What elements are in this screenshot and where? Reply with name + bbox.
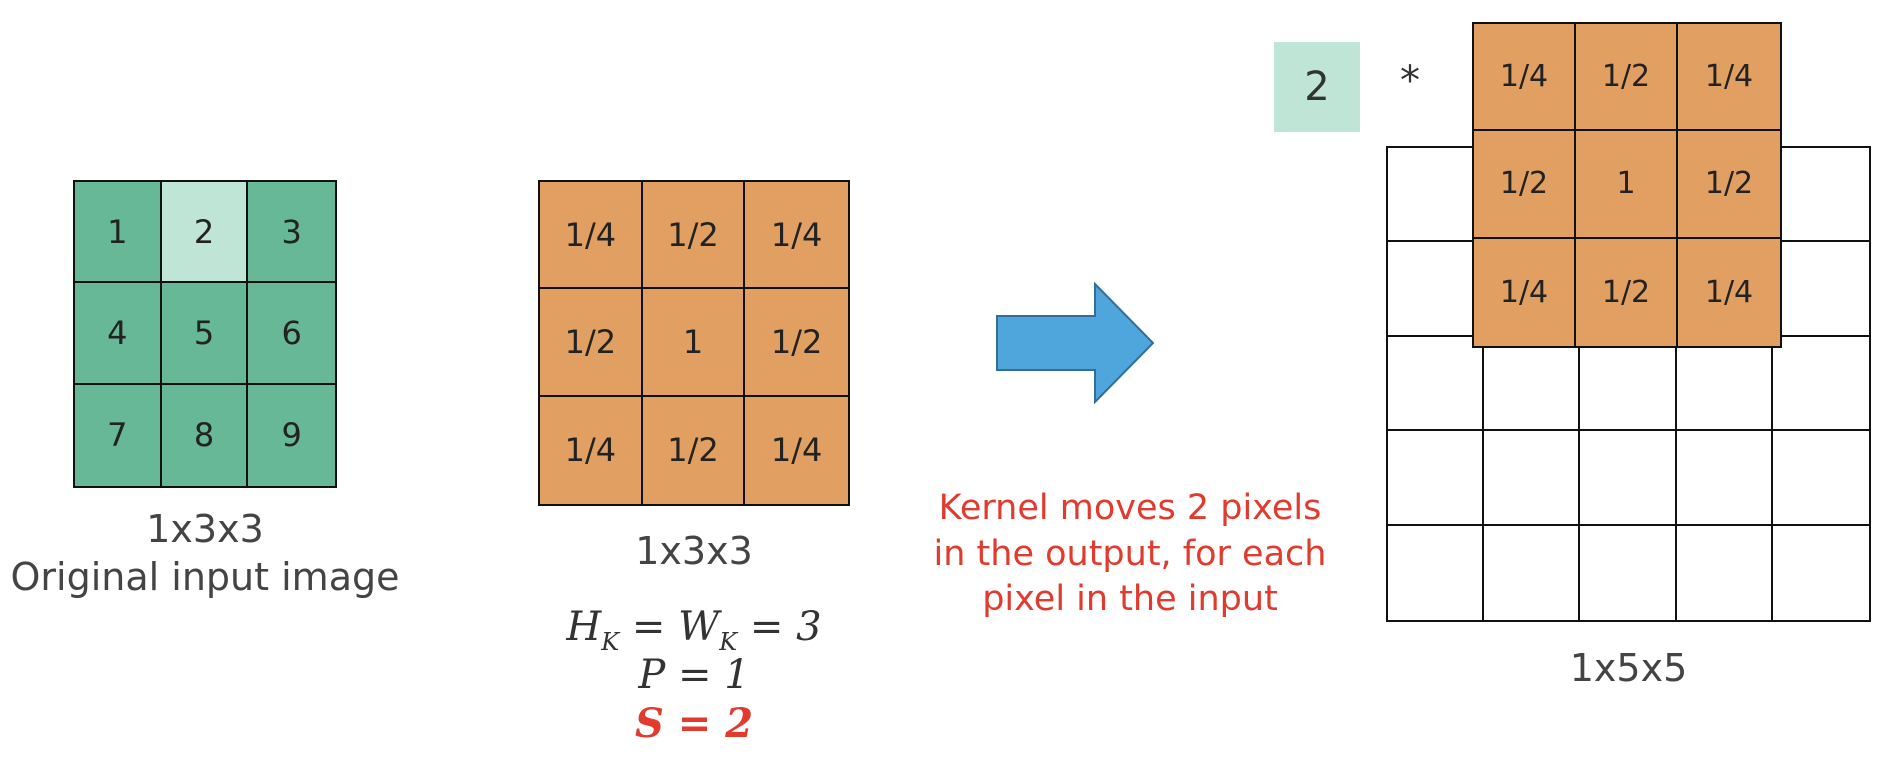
stride-annotation xyxy=(920,486,1340,623)
overlay-kernel-cell: 1/4 xyxy=(1474,24,1576,131)
overlay-kernel-cell: 1/4 xyxy=(1678,24,1780,131)
output-cell xyxy=(1773,526,1869,620)
formula-stride: S = 2 xyxy=(634,700,754,747)
kernel-cell: 1/2 xyxy=(745,289,848,396)
output-shape-caption: 1x5x5 xyxy=(1569,646,1688,690)
output-cell xyxy=(1773,431,1869,525)
output-cell xyxy=(1484,526,1580,620)
input-cell: 9 xyxy=(248,385,335,486)
kernel-grid xyxy=(538,180,850,506)
output-cell xyxy=(1484,337,1580,431)
output-cell xyxy=(1580,431,1676,525)
output-cell xyxy=(1677,526,1773,620)
kernel-shape-caption: 1x3x3 xyxy=(635,529,753,573)
input-cell: 1 xyxy=(75,182,162,283)
output-cell xyxy=(1388,526,1484,620)
output-cell xyxy=(1580,337,1676,431)
kernel-cell: 1/4 xyxy=(745,182,848,289)
output-cell xyxy=(1388,337,1484,431)
output-cell xyxy=(1388,242,1484,336)
output-cell xyxy=(1773,337,1869,431)
input-name-caption: Original input image xyxy=(10,555,400,599)
overlay-kernel-cell: 1/2 xyxy=(1474,131,1576,238)
output-cell xyxy=(1773,242,1869,336)
output-cell xyxy=(1388,431,1484,525)
kernel-cell: 1/2 xyxy=(540,289,643,396)
overlay-kernel-cell: 1/4 xyxy=(1678,239,1780,346)
annotation-line-2: in the output, for each xyxy=(933,533,1327,574)
right-arrow-icon xyxy=(995,282,1155,404)
overlay-kernel-cell: 1/2 xyxy=(1576,24,1678,131)
kernel-cell: 1/2 xyxy=(643,182,746,289)
kernel-cell: 1 xyxy=(643,289,746,396)
formula-kernel-size: $H_K = W_K = 3$ xyxy=(566,604,822,656)
annotation-line-3: pixel in the input xyxy=(982,579,1278,619)
output-cell xyxy=(1580,526,1676,620)
formula-padding: P = 1 xyxy=(638,652,750,698)
input-shape-caption: 1x3x3 xyxy=(146,507,264,551)
input-cell: 3 xyxy=(248,182,335,283)
input-cell: 8 xyxy=(162,385,249,486)
overlay-kernel-cell: 1/2 xyxy=(1678,131,1780,238)
kernel-cell: 1/4 xyxy=(540,182,643,289)
input-cell: 7 xyxy=(75,385,162,486)
overlay-kernel-cell: 1/2 xyxy=(1576,239,1678,346)
output-cell xyxy=(1388,148,1484,242)
input-value-box: 2 xyxy=(1274,42,1360,132)
output-cell xyxy=(1677,337,1773,431)
output-cell xyxy=(1677,431,1773,525)
output-cell xyxy=(1773,148,1869,242)
input-cell: 4 xyxy=(75,283,162,384)
annotation-line-1: Kernel moves 2 pixels xyxy=(938,488,1322,528)
input-cell: 2 xyxy=(162,182,249,283)
multiply-operator: * xyxy=(1400,58,1420,104)
scaled-kernel-overlay xyxy=(1472,22,1782,348)
kernel-cell: 1/4 xyxy=(745,397,848,504)
input-cell: 6 xyxy=(248,283,335,384)
overlay-kernel-cell: 1 xyxy=(1576,131,1678,238)
input-image-grid xyxy=(73,180,337,488)
kernel-cell: 1/2 xyxy=(643,397,746,504)
input-cell: 5 xyxy=(162,283,249,384)
overlay-kernel-cell: 1/4 xyxy=(1474,239,1576,346)
kernel-cell: 1/4 xyxy=(540,397,643,504)
output-cell xyxy=(1484,431,1580,525)
